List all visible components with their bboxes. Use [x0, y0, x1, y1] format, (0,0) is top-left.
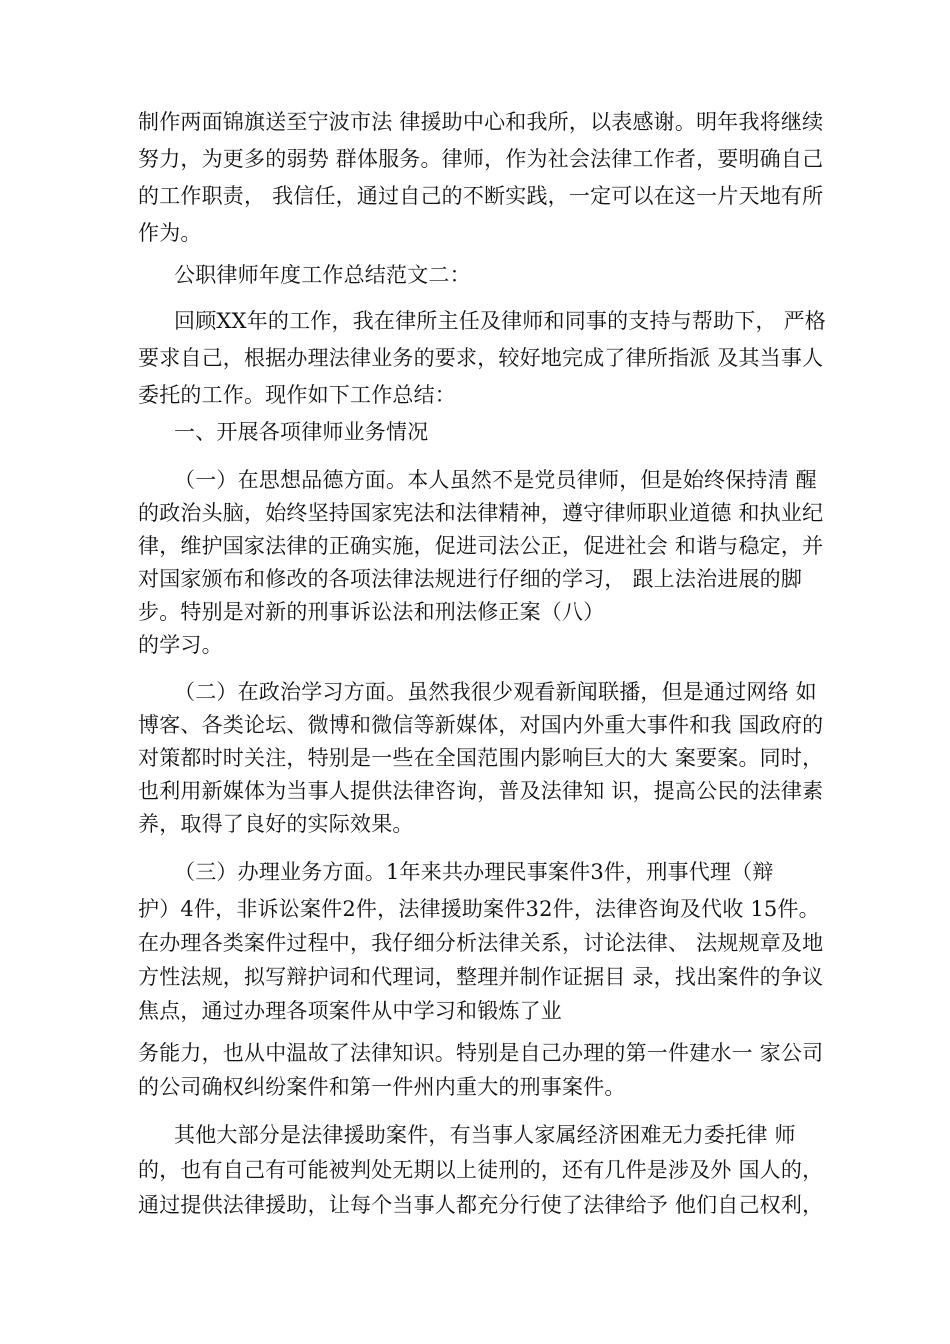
text-line: （二）在政治学习方面。虽然我很少观看新闻联播，但是通过网络 如	[174, 680, 817, 704]
text-line: 其他大部分是法律援助案件，有当事人家属经济困难无力委托律 师	[174, 1123, 796, 1147]
text-line: （三）办理业务方面。1年来共办理民事案件3件，刑事代理（辩	[174, 860, 774, 884]
text-line: 的学习。	[138, 633, 223, 657]
text-line: 对国家颁布和修改的各项法律法规进行仔细的学习， 跟上法治进展的脚	[138, 567, 803, 591]
text-line: 努力，为更多的弱势 群体服务。律师，作为社会法律工作者，要明确自己	[138, 147, 824, 171]
text-line: 律，维护国家法律的正确实施，促进司法公正，促进社会 和谐与稳定，并	[138, 534, 824, 558]
text-line: 委托的工作。现作如下工作总结：	[138, 383, 456, 407]
text-line: 博客、各类论坛、微博和微信等新媒体，对国内外重大事件和我 国政府的	[138, 713, 824, 737]
section-heading: 一、开展各项律师业务情况	[174, 420, 429, 444]
text-line: 方性法规，拟写辩护词和代理词，整理并制作证据目 录，找出案件的争议	[138, 965, 824, 989]
text-line: 回顾XX年的工作，我在律所主任及律师和同事的支持与帮助下， 严格	[174, 309, 826, 333]
text-line: 的，也有自己有可能被判处无期以上徒刑的，还有几件是涉及外 国人的，	[138, 1158, 824, 1182]
section-heading: 公职律师年度工作总结范文二：	[174, 263, 471, 287]
text-line: 务能力，也从中温故了法律知识。特别是自己办理的第一件建水一 家公司	[138, 1041, 824, 1065]
text-line: 的公司确权纠纷案件和第一件州内重大的刑事案件。	[138, 1075, 626, 1099]
text-line: 制作两面锦旗送至宁波市法 律援助中心和我所，以表感谢。明年我将继续	[138, 110, 824, 134]
text-line: 的工作职责， 我信任，通过自己的不断实践，一定可以在这一片天地有所	[138, 184, 824, 208]
text-line: （一）在思想品德方面。本人虽然不是党员律师，但是始终保持清 醒	[174, 468, 817, 492]
text-line: 在办理各类案件过程中，我仔细分析法律关系，讨论法律、 法规规章及地	[138, 931, 824, 955]
text-line: 的政治头脑，始终坚持国家宪法和法律精神，遵守律师职业道德 和执业纪	[138, 501, 824, 525]
text-line: 要求自己，根据办理法律业务的要求，较好地完成了律所指派 及其当事人	[138, 346, 824, 370]
text-line: 作为。	[138, 221, 202, 245]
text-line: 对策都时时关注，特别是一些在全国范围内影响巨大的大 案要案。同时，	[138, 746, 824, 770]
text-line: 焦点，通过办理各项案件从中学习和锻炼了业	[138, 999, 562, 1023]
text-line: 步。特别是对新的刑事诉讼法和刑法修正案（八）	[138, 600, 605, 624]
text-line: 养，取得了良好的实际效果。	[138, 812, 414, 836]
text-line: 也利用新媒体为当事人提供法律咨询，普及法律知 识，提高公民的法律素	[138, 779, 824, 803]
text-line: 护）4件，非诉讼案件2件，法律援助案件32件，法律咨询及代收 15件。	[138, 897, 820, 921]
text-line: 通过提供法律援助，让每个当事人都充分行使了法律给予 他们自己权利，	[138, 1193, 824, 1217]
